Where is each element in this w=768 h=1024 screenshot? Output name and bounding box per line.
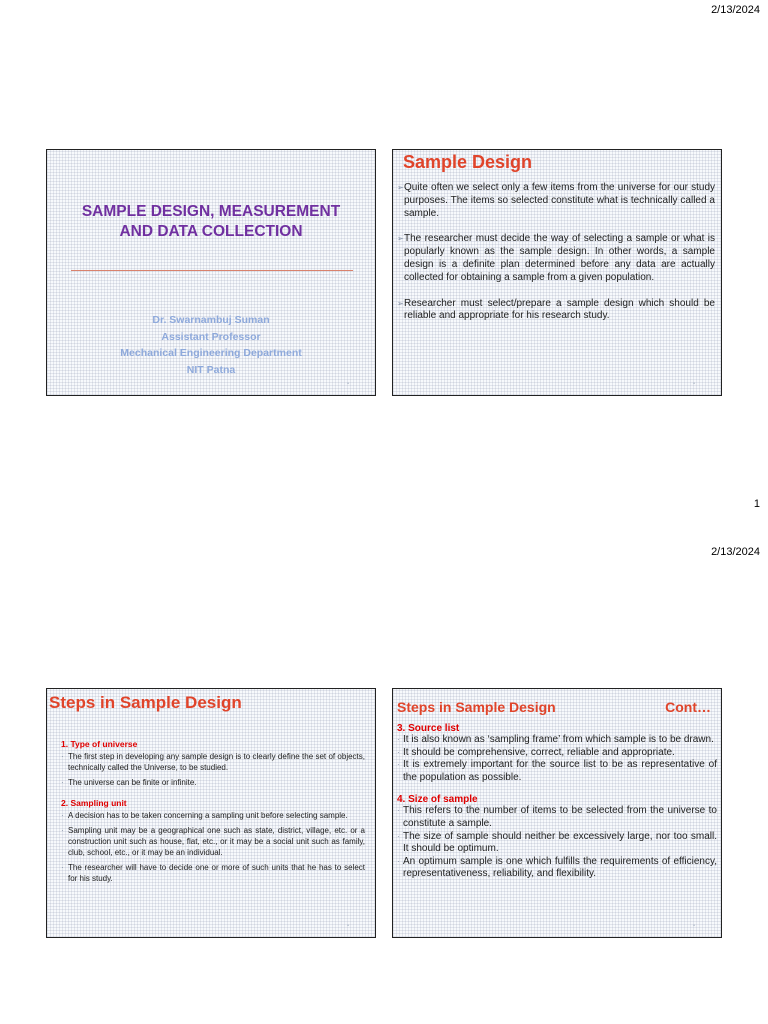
slide-heading-cont: Cont… bbox=[665, 699, 711, 715]
title-line-1: SAMPLE DESIGN, MEASUREMENT bbox=[81, 203, 341, 220]
slide-steps bbox=[46, 688, 376, 938]
dot-bullet-icon: · bbox=[61, 826, 64, 835]
list-item bbox=[61, 862, 365, 884]
dot-bullet-icon: · bbox=[397, 735, 400, 744]
dot-bullet-icon: · bbox=[61, 778, 64, 787]
slide-heading: Steps in Sample Design bbox=[49, 693, 242, 712]
bullet-text: The researcher will have to decide one or more of such units that he has to select for his study. bbox=[68, 863, 365, 883]
bullet-text: The first step in developing any sample design is to clearly define the set of objects, technically called the Universe, to be studied. bbox=[68, 752, 365, 772]
slide-mark-icon: ▪ bbox=[346, 381, 349, 387]
list-item bbox=[397, 734, 717, 747]
author-institute: NIT Patna bbox=[186, 363, 236, 376]
bullet-text: This refers to the number of items to be selected from the universe to constitute a sample. bbox=[403, 805, 717, 829]
page-date: 2/13/2024 bbox=[711, 546, 760, 558]
dot-bullet-icon: · bbox=[397, 747, 400, 757]
bullet-list bbox=[61, 751, 365, 788]
slide-heading: Sample Design bbox=[403, 152, 533, 172]
list-item bbox=[397, 759, 717, 784]
list-item bbox=[397, 233, 715, 284]
bullet-text: An optimum sample is one which fulfills the requirements of efficiency, representativeness, reliability, and flexibility. bbox=[403, 855, 717, 880]
slide-mark-icon: ▪ bbox=[692, 381, 695, 387]
dot-bullet-icon: · bbox=[397, 856, 400, 866]
list-item bbox=[61, 751, 365, 773]
page-number: 1 bbox=[753, 498, 760, 510]
author-name: Dr. Swarnambuj Suman bbox=[152, 314, 270, 326]
slide-heading: Steps in Sample Design bbox=[397, 699, 556, 715]
page-date: 2/13/2024 bbox=[711, 4, 760, 16]
section-list bbox=[397, 723, 717, 881]
list-item bbox=[397, 182, 715, 220]
bullet-list bbox=[61, 810, 365, 884]
section-title: 1. Type of universe bbox=[61, 739, 138, 749]
title-divider bbox=[71, 270, 353, 271]
bullet-text: The universe can be finite or infinite. bbox=[68, 778, 197, 787]
list-item bbox=[397, 856, 717, 881]
dot-bullet-icon: · bbox=[61, 863, 64, 872]
dot-bullet-icon: · bbox=[397, 806, 400, 816]
section-title: 2. Sampling unit bbox=[61, 798, 127, 808]
slide-sample-design bbox=[392, 149, 722, 396]
bullet-list bbox=[397, 805, 717, 881]
list-item bbox=[397, 747, 717, 760]
slide-title-heading bbox=[47, 202, 375, 242]
author-department: Mechanical Engineering Department bbox=[120, 347, 302, 359]
dot-bullet-icon: · bbox=[61, 811, 64, 820]
list-item bbox=[397, 831, 717, 856]
bullet-text: Quite often we select only a few items from the universe for our study purposes. The items so selected constitute what is technically called a sample. bbox=[404, 182, 715, 219]
bullet-list bbox=[397, 182, 715, 336]
dot-bullet-icon: · bbox=[61, 752, 64, 761]
slide-steps-cont bbox=[392, 688, 722, 938]
list-item bbox=[61, 810, 365, 821]
bullet-text: The researcher must decide the way of selecting a sample or what is popularly known as the sample design. In other words, a sample design is a definite plan determined before any data are actually collected for obtaining a sample from a given population. bbox=[404, 233, 715, 283]
slide-mark-icon: ▪ bbox=[346, 923, 349, 929]
section-list bbox=[61, 739, 365, 888]
list-item bbox=[61, 777, 365, 788]
author-role: Assistant Professor bbox=[161, 330, 261, 343]
list-item bbox=[397, 805, 717, 830]
author-block bbox=[47, 312, 375, 378]
arrow-bullet-icon: ➢ bbox=[397, 183, 404, 192]
title-line-2: AND DATA COLLECTION bbox=[119, 223, 303, 240]
bullet-text: It should be comprehensive, correct, reliable and appropriate. bbox=[403, 746, 675, 758]
arrow-bullet-icon: ➢ bbox=[397, 298, 404, 308]
list-item bbox=[397, 298, 715, 324]
bullet-text: A decision has to be taken concerning a sampling unit before selecting sample. bbox=[68, 811, 348, 820]
slide-mark-icon: ▪ bbox=[692, 923, 695, 929]
arrow-bullet-icon: ➢ bbox=[397, 234, 404, 244]
dot-bullet-icon: · bbox=[397, 831, 400, 841]
bullet-text: It is also known as ‘sampling frame’ from which sample is to be drawn. bbox=[403, 734, 714, 745]
bullet-text: The size of sample should neither be excessively large, nor too small. It should be optimum. bbox=[403, 830, 717, 855]
bullet-text: It is extremely important for the source list to be as representative of the population as possible. bbox=[403, 759, 717, 783]
slide-title bbox=[46, 149, 376, 396]
bullet-text: Sampling unit may be a geographical one such as state, district, village, etc. or a construction unit such as house, flat, etc., or it may be a social unit such as family, club, school, etc., or it may be an individual. bbox=[68, 826, 365, 857]
section-title: 4. Size of sample bbox=[397, 794, 478, 806]
section-title: 3. Source list bbox=[397, 723, 460, 734]
dot-bullet-icon: · bbox=[397, 760, 400, 770]
bullet-text: Researcher must select/prepare a sample design which should be reliable and appropriate for his research study. bbox=[404, 297, 715, 322]
list-item bbox=[61, 825, 365, 858]
bullet-list bbox=[397, 734, 717, 784]
